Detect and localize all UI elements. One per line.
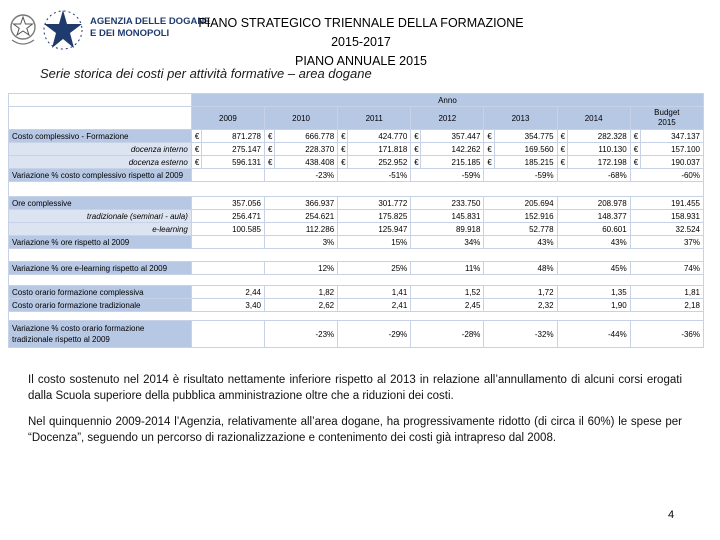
table-row: e-learning 100.585 112.286 125.947 89.918 52.778 60.601 32.524: [9, 223, 704, 236]
row-label: Costo orario formazione complessiva: [9, 286, 192, 299]
italian-republic-emblem-icon: [8, 10, 38, 48]
paragraph: Il costo sostenuto nel 2014 è risultato nettamente inferiore rispetto al 2013 in relazione all’annullamento di alcuni corsi erogati dalla Scuola superiore della pubblica amministrazione oltre che a riduzioni dei costi.: [28, 374, 682, 402]
row-label: tradizionale (seminari - aula): [9, 210, 192, 223]
row-label: Variazione % costo orario formazione tradizionale rispetto al 2009: [9, 321, 192, 348]
year-header: 2012: [411, 107, 484, 130]
year-header: 2010: [265, 107, 338, 130]
table-spacer: [9, 312, 704, 321]
row-label: Ore complessive: [9, 197, 192, 210]
row-label: Variazione % ore e-learning rispetto al 2009: [9, 262, 192, 275]
table-header-row: [9, 94, 704, 107]
table-row: Variazione % costo complessivo rispetto al 2009 -23% -51% -59% -59% -68% -60%: [9, 169, 704, 182]
table-row: Variazione % ore rispetto al 2009 3% 15% 34% 43% 43% 37%: [9, 236, 704, 249]
year-header: 2011: [338, 107, 411, 130]
row-label: Variazione % costo complessivo rispetto al 2009: [9, 169, 192, 182]
agency-logo: [8, 8, 211, 52]
table-row: Costo complessivo - Formazione € 871.278 € 666.778 € 424.770 € 357.447 € 354.775 € 282.328 € 347.137: [9, 130, 704, 143]
table-spacer: [9, 275, 704, 286]
table-row: docenza interno € 275.147 € 228.370 € 171.818 € 142.262 € 169.560 € 110.130 € 157.100: [9, 143, 704, 156]
row-label: Variazione % ore rispetto al 2009: [9, 236, 192, 249]
cost-history-table: [8, 93, 704, 348]
paragraph: Nel quinquennio 2009-2014 l’Agenzia, relativamente all’area dogane, ha progressivamente ridotto (di circa il 60%) le spese per “Docenza”, seguendo un percorso di razionalizzazione e contenimento dei costi già intrapreso dal 2008.: [28, 416, 682, 444]
section-subtitle: Serie storica dei costi per attività formative – area dogane: [40, 66, 372, 81]
row-label: docenza interno: [9, 143, 192, 156]
year-header: 2009: [191, 107, 264, 130]
agency-logo-text: AGENZIA DELLE DOGANE E DEI MONOPOLI: [90, 16, 211, 39]
table-spacer: [9, 182, 704, 197]
page-number: 4: [668, 509, 675, 521]
year-group-header: Anno: [191, 94, 703, 107]
row-label: Costo complessivo - Formazione: [9, 130, 192, 143]
table-spacer: [9, 249, 704, 262]
year-header: 2014: [557, 107, 630, 130]
table-row: Ore complessive 357.056 366.937 301.772 233.750 205.694 208.978 191.455: [9, 197, 704, 210]
table-year-row: [9, 107, 704, 130]
agency-star-icon: [42, 8, 84, 52]
table-row: Costo orario formazione tradizionale 3,40 2,62 2,41 2,45 2,32 1,90 2,18: [9, 299, 704, 312]
year-header: 2013: [484, 107, 557, 130]
row-label: docenza esterno: [9, 156, 192, 169]
table-row: Variazione % ore e-learning rispetto al 2009 12% 25% 11% 48% 45% 74%: [9, 262, 704, 275]
row-label: Costo orario formazione tradizionale: [9, 299, 192, 312]
table-row: Variazione % costo orario formazione tradizionale rispetto al 2009 -23% -29% -28% -32% -44% -36%: [9, 321, 704, 348]
budget-header: Budget 2015: [630, 107, 703, 130]
table-row: Costo orario formazione complessiva 2,44 1,82 1,41 1,52 1,72 1,35 1,81: [9, 286, 704, 299]
table-row: tradizionale (seminari - aula) 256.471 254.621 175.825 145.831 152.916 148.377 158.931: [9, 210, 704, 223]
page-title: PIANO STRATEGICO TRIENNALE DELLA FORMAZIONE 2015-2017 PIANO ANNUALE 2015: [198, 16, 524, 68]
table-row: docenza esterno € 596.131 € 438.408 € 252.952 € 215.185 € 185.215 € 172.198 € 190.037: [9, 156, 704, 169]
row-label: e-learning: [9, 223, 192, 236]
